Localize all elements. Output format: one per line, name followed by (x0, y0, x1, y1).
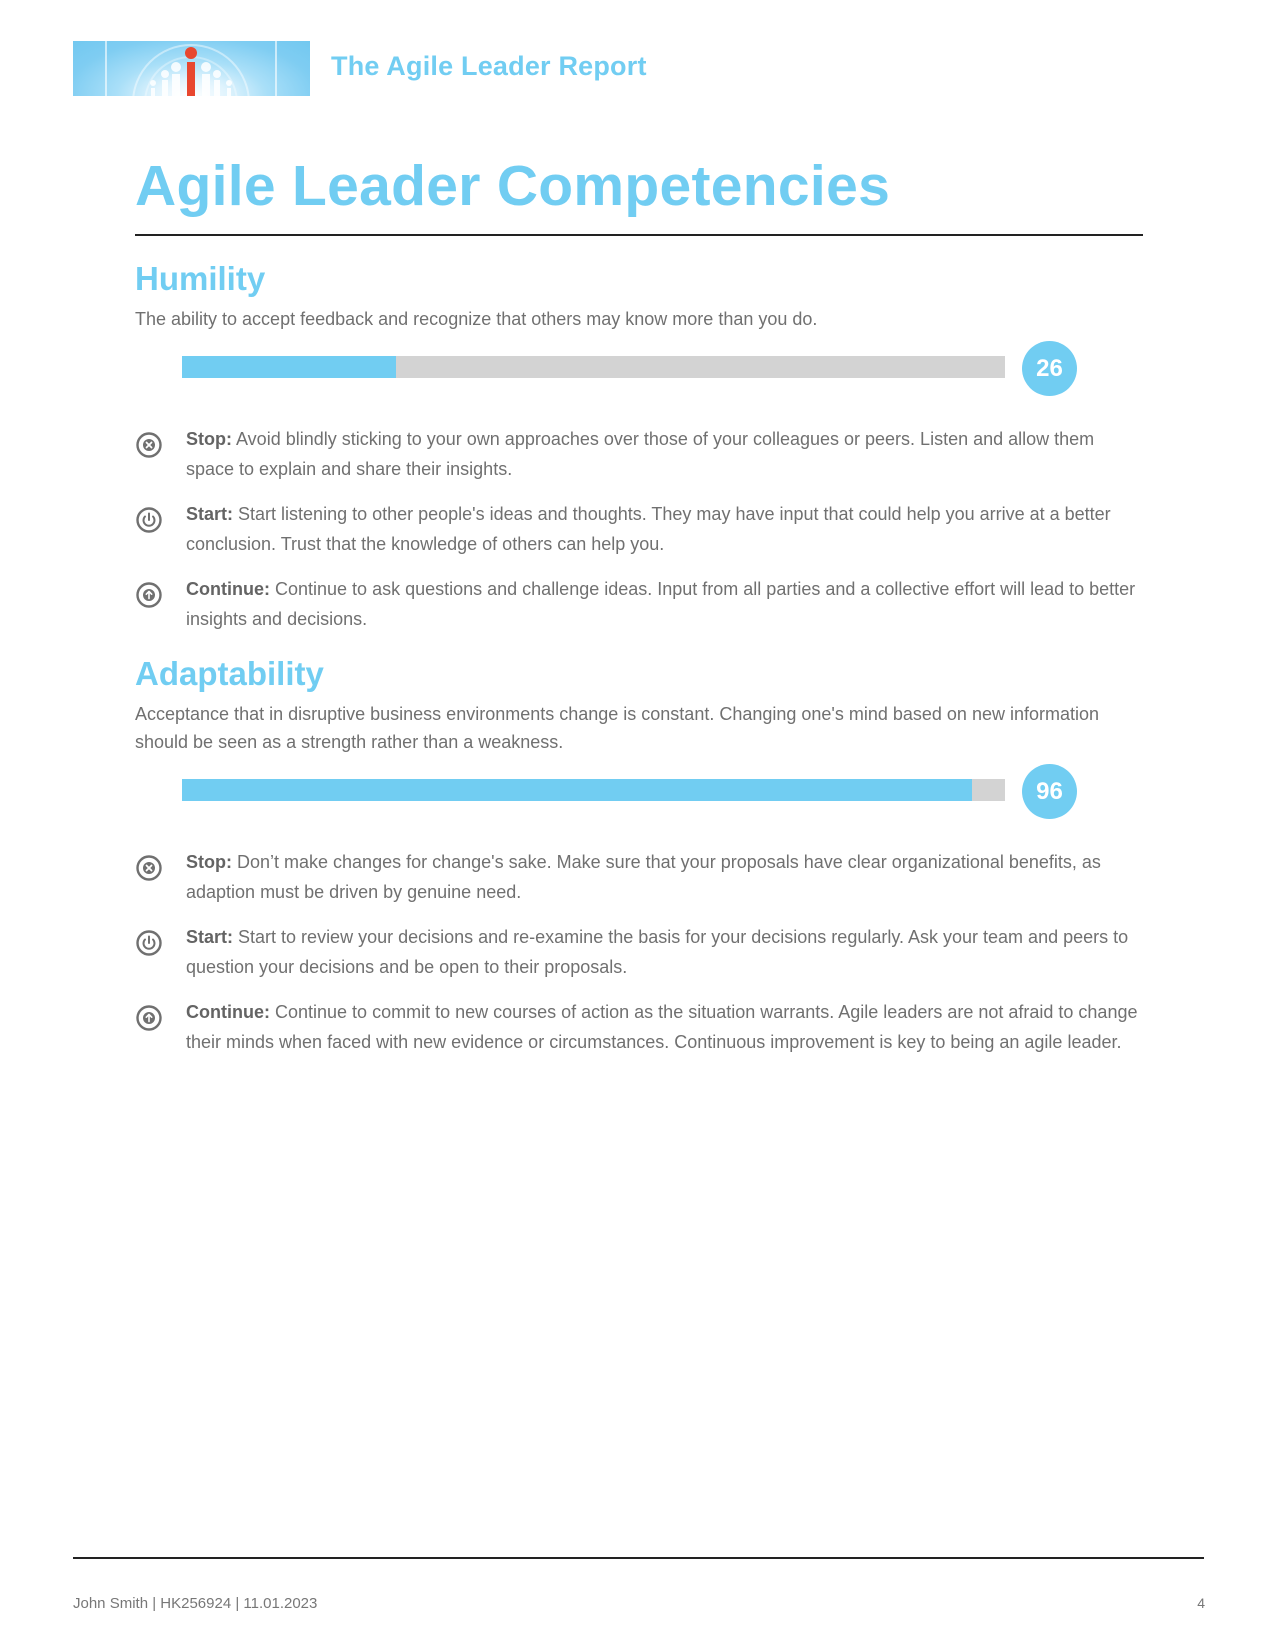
score-row (135, 762, 1147, 820)
action-label: Start: (186, 927, 234, 947)
report-logo (73, 41, 310, 96)
footer-info: John Smith | HK256924 | 11.01.2023 (73, 1595, 318, 1612)
score-bar-fill (182, 356, 396, 378)
logo-graphic (73, 41, 310, 96)
score-bar-fill (182, 779, 972, 801)
competency-heading: Humility (135, 260, 266, 297)
action-text (186, 848, 1147, 907)
action-label: Stop: (186, 429, 232, 449)
footer-divider (73, 1557, 1204, 1559)
action-label: Start: (186, 504, 234, 524)
action-text (186, 500, 1147, 559)
action-list (135, 848, 1147, 1057)
action-body: Avoid blindly sticking to your own approaches over those of your colleagues or peers. Listen and allow them space to explain and share their insights. (186, 429, 1095, 479)
stop-icon (135, 431, 163, 459)
action-item-stop (135, 425, 1147, 484)
score-badge: 96 (1022, 764, 1077, 819)
action-item-continue (135, 575, 1147, 634)
action-text (186, 575, 1147, 634)
stop-icon (135, 854, 163, 882)
power-start-icon (135, 506, 163, 534)
action-text (186, 425, 1147, 484)
continue-arrow-icon (135, 1004, 163, 1032)
action-item-start (135, 923, 1147, 982)
action-item-continue (135, 998, 1147, 1057)
action-text (186, 923, 1147, 982)
page-number: 4 (1197, 1595, 1205, 1611)
power-start-icon (135, 929, 163, 957)
competency-section-adaptability (135, 654, 1147, 1073)
action-body: Continue to ask questions and challenge ideas. Input from all parties and a collective effort will lead to better insights and decisions. (186, 579, 1136, 629)
score-bar-track (182, 356, 1005, 378)
score-bar-track (182, 779, 1005, 801)
score-badge: 26 (1022, 341, 1077, 396)
competency-heading: Adaptability (135, 655, 324, 692)
title-divider (135, 234, 1143, 236)
action-body: Start to review your decisions and re-examine the basis for your decisions regularly. Ask your team and peers to question your decisions and be open to their proposals. (186, 927, 1129, 977)
competency-description: Acceptance that in disruptive business environments change is constant. Changing one's mind based on new information should be seen as a strength rather than a weakness. (135, 704, 1100, 752)
action-item-stop (135, 848, 1147, 907)
continue-arrow-icon (135, 581, 163, 609)
action-list (135, 425, 1147, 634)
page-title: Agile Leader Competencies (135, 154, 891, 218)
action-item-start (135, 500, 1147, 559)
action-label: Continue: (186, 579, 270, 599)
action-label: Stop: (186, 852, 232, 872)
action-text (186, 998, 1147, 1057)
action-body: Start listening to other people's ideas and thoughts. They may have input that could help you arrive at a better conclusion. Trust that the knowledge of others can help you. (186, 504, 1111, 554)
action-label: Continue: (186, 1002, 270, 1022)
action-body: Continue to commit to new courses of action as the situation warrants. Agile leaders are not afraid to change their minds when faced with new evidence or circumstances. Continuous improvement is key to being an agile leader. (186, 1002, 1138, 1052)
competency-section-humility (135, 259, 1147, 650)
report-title: The Agile Leader Report (331, 51, 647, 81)
action-body: Don’t make changes for change's sake. Make sure that your proposals have clear organizational benefits, as adaption must be driven by genuine need. (186, 852, 1101, 902)
competency-description: The ability to accept feedback and recognize that others may know more than you do. (135, 309, 818, 329)
score-row (135, 339, 1147, 397)
